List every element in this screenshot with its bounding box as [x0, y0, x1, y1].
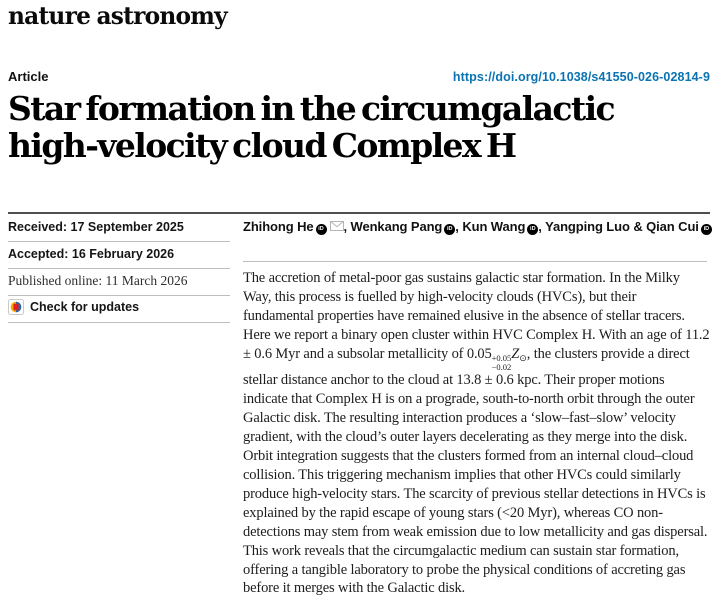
meta-divider-3 — [8, 295, 230, 296]
author-separator: & — [629, 219, 647, 234]
orcid-icon[interactable]: iD — [444, 224, 455, 235]
meta-divider-1 — [8, 241, 230, 242]
journal-wordmark: nature astronomy — [8, 1, 227, 30]
published-online-date: Published online: 11 March 2026 — [8, 273, 188, 288]
author-name[interactable]: Wenkang Pang — [350, 219, 443, 234]
crossmark-icon — [8, 299, 24, 315]
check-for-updates-label: Check for updates — [30, 300, 140, 314]
received-date: Received: 17 September 2025 — [8, 220, 184, 234]
meta-divider-4 — [8, 322, 230, 323]
author-name[interactable]: Qian Cui — [646, 219, 699, 234]
orcid-icon[interactable]: iD — [527, 224, 538, 235]
article-title-line2: high-velocity cloud Complex H — [8, 126, 516, 165]
orcid-icon[interactable]: iD — [701, 224, 712, 235]
email-icon[interactable] — [330, 219, 344, 234]
meta-divider-2 — [8, 268, 230, 269]
byline-divider — [243, 261, 707, 262]
article-title — [8, 90, 614, 164]
author-separator: , — [343, 219, 351, 234]
author-byline — [243, 219, 710, 235]
header-divider — [8, 212, 710, 214]
accepted-date: Accepted: 16 February 2026 — [8, 247, 175, 261]
abstract-text: The accretion of metal-poor gas sustains galactic star formation. In the Milky Way, this process is fuelled by high-velocity clouds (HVCs), but their fundamental properties have remained elusive in the absence of stellar tracers. Here we report a binary open cluster within HVC Complex H. With an age of 11.2 ± 0.6 Myr and a subsolar metallicity of 0.05 +0.05 −0.02 $Z_⊙$, the clusters provide a direct stellar distance anchor to the cloud at 13.8 ± 0.6 kpc. Their proper motions indicate that Complex H is on a prograde, south-to-north orbit through the outer Galactic disk. The resulting interaction produces a ‘slow–fast–slow’ velocity gradient, with the cloud’s outer layers decelerating as they merge into the disk. Orbit integration suggests that the clusters formed from an internal cloud–cloud collision. This triggering mechanism implies that other HVCs could similarly produce high-velocity stars. The scarcity of previous stellar detections in HVCs is explained by the rapid escape of young stars (<20 Myr), whereas CO non-detections may stem from weak emission due to low metallicity and gas dispersal. This work reveals that the circumgalactic medium can sustain star formation, offering a tangible laboratory to probe the physical conditions of accreting gas before it merges with the Galactic disk. — [243, 270, 710, 597]
doi-link[interactable]: https://doi.org/10.1038/s41550-026-02814-9 — [452, 70, 710, 84]
article-category-label: Article — [8, 69, 49, 84]
author-name[interactable]: Kun Wang — [462, 219, 526, 234]
check-for-updates-button[interactable] — [8, 299, 230, 315]
orcid-icon[interactable]: iD — [316, 224, 327, 235]
author-name[interactable]: Yangping Luo — [545, 219, 630, 234]
author-separator: , — [455, 219, 463, 234]
article-title-line1: Star formation in the circumgalactic — [8, 89, 614, 128]
author-separator: , — [538, 219, 546, 234]
author-name[interactable]: Zhihong He — [243, 219, 314, 234]
